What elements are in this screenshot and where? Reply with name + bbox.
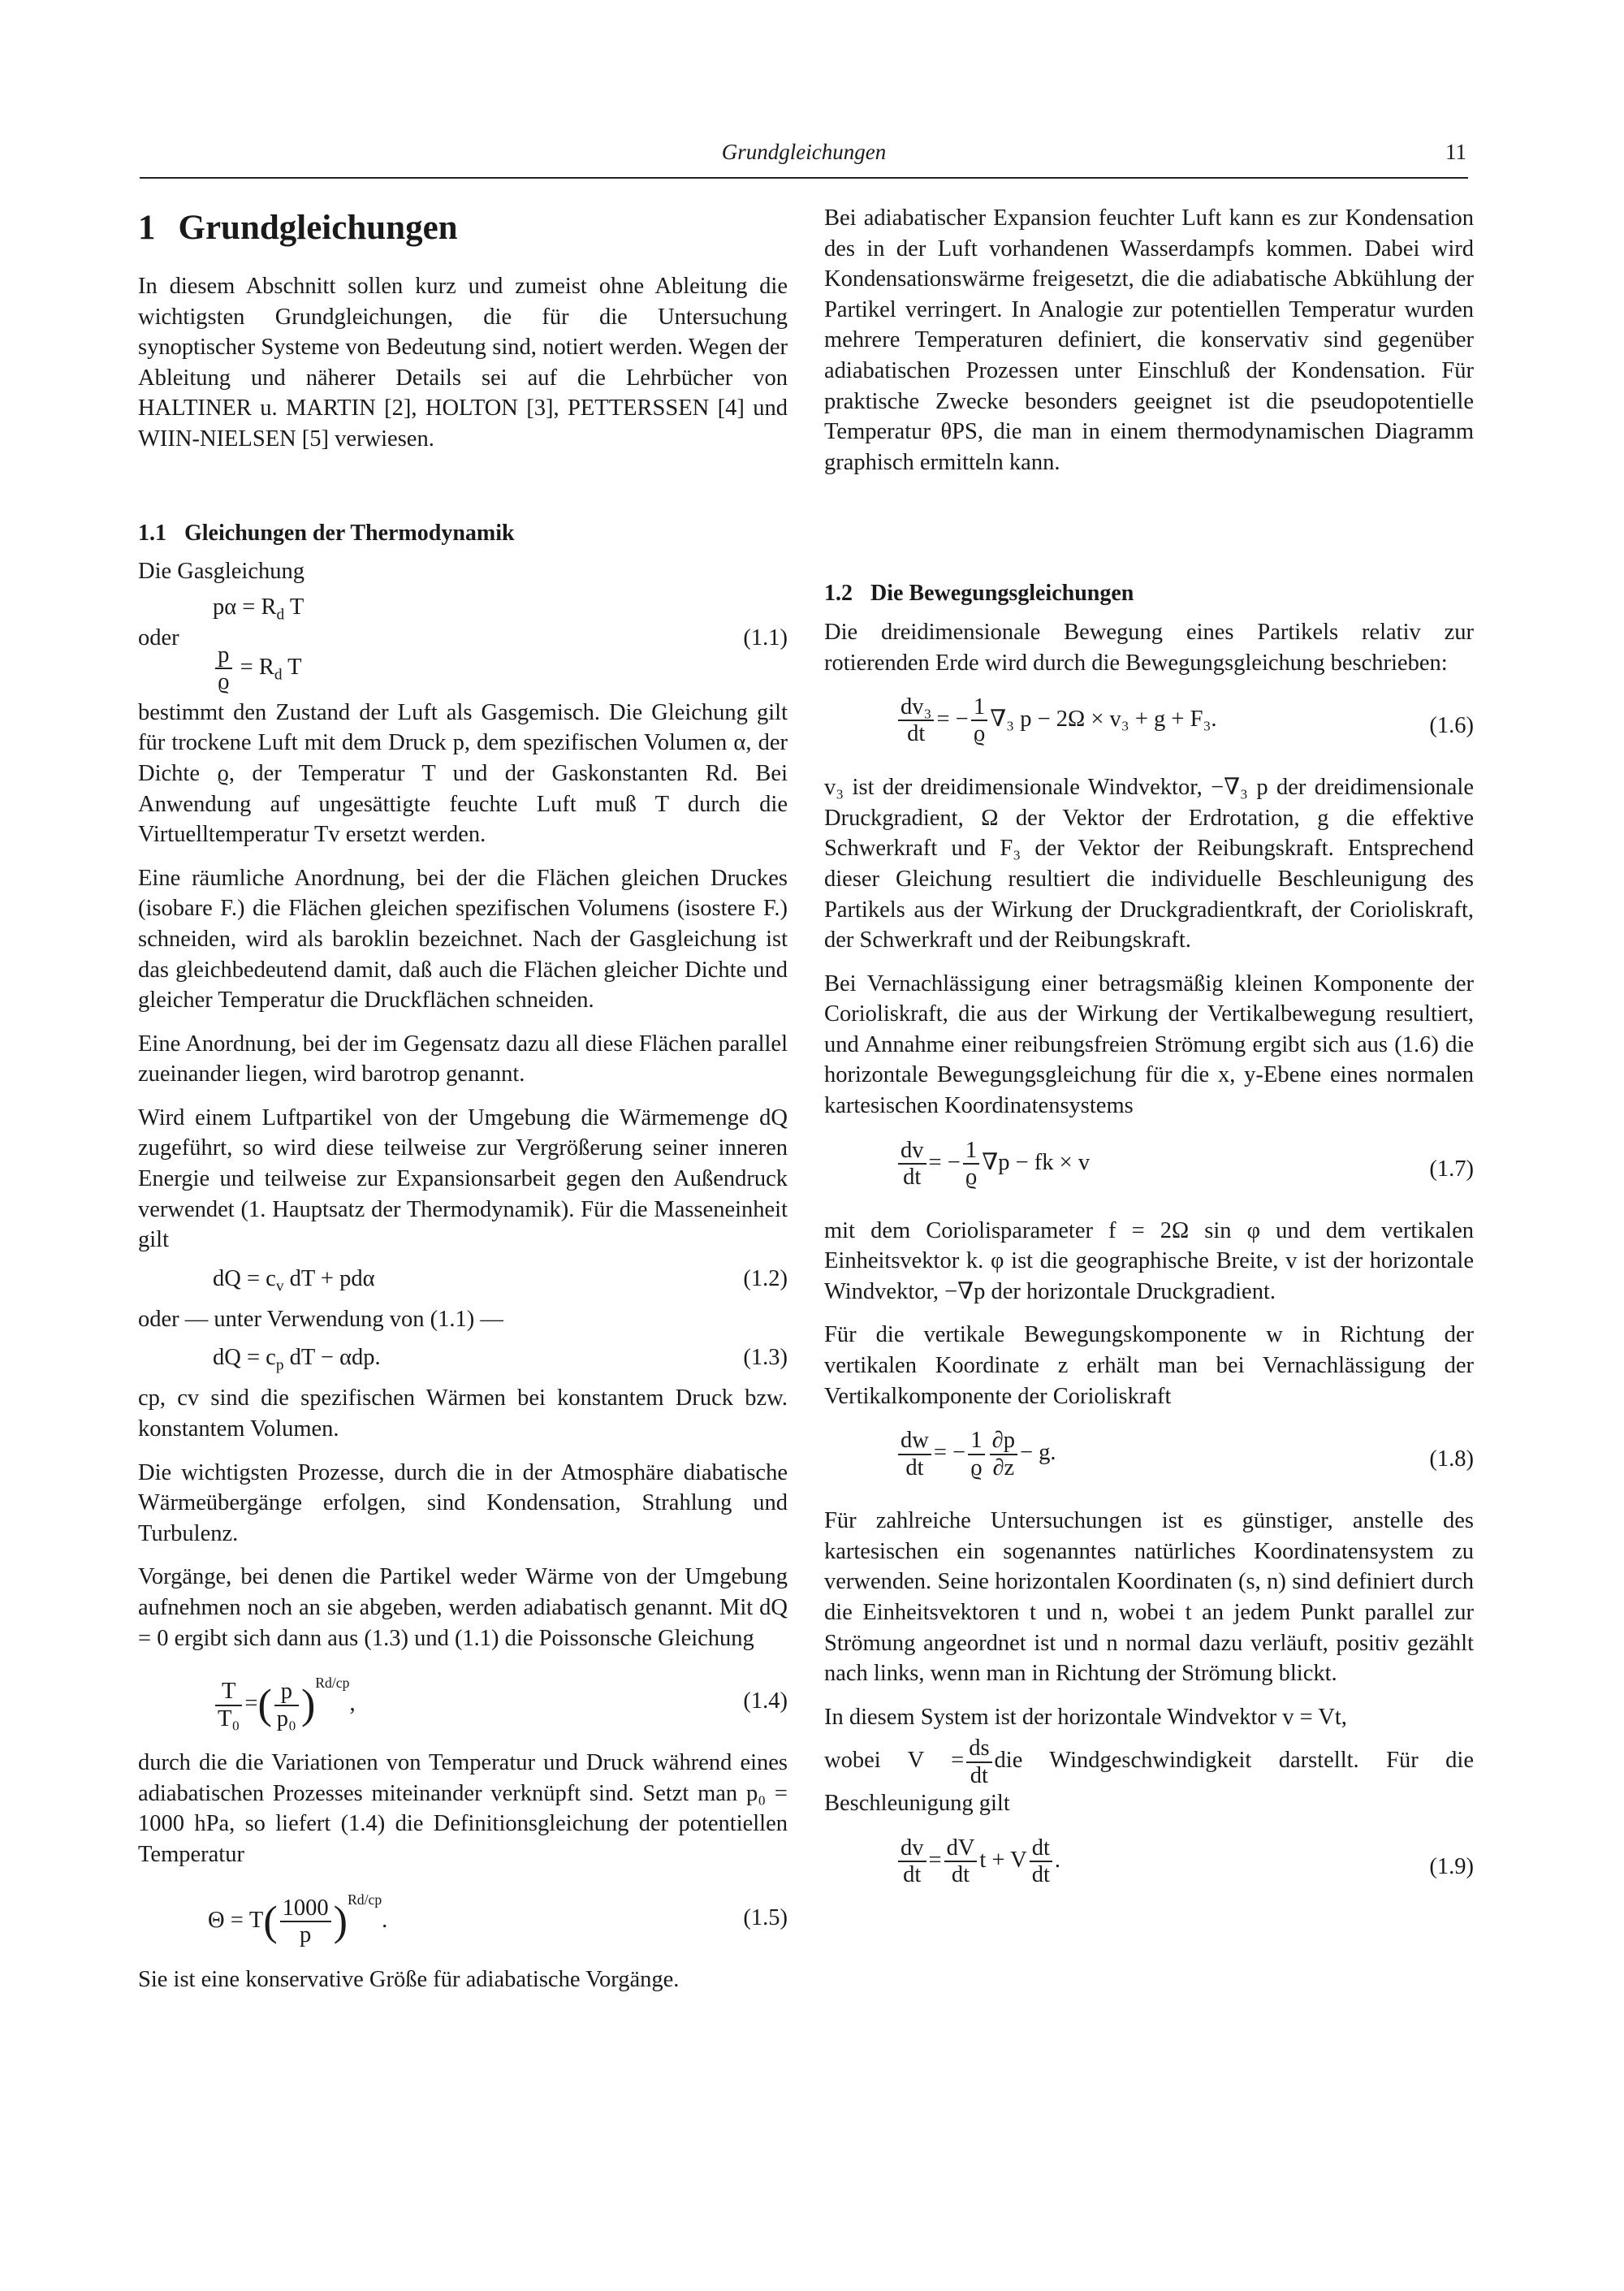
eq-1-3-sub: p: [275, 1357, 284, 1375]
vertical-motion-paragraph: Für die vertikale Bewegungskomponente w in Richtung der vertikalen Koordinate z erhält man bei Vernachlässigung der Vertikalkomponente der Corioliskraft: [824, 1322, 1474, 1409]
eq-1-9-label: (1.9): [1429, 1853, 1474, 1879]
eq-1-6-rhs: ∇₃ p − 2Ω × v₃ + g + F₃.: [990, 707, 1217, 733]
eq-1-9-a-num: dv: [898, 1835, 926, 1862]
eq-1-4-lhs-den: T₀: [218, 1705, 240, 1731]
eq-1-9-mid: t + V: [979, 1847, 1027, 1873]
adiabatic-paragraph: Vorgänge, bei denen die Partikel weder Wärme von der Umgebung aufnehmen noch an sie abgeben, werden adiabatisch genannt. Mit dQ = 0 ergibt sich dann aus (1.3) und (1.1) die Poissonsche Gleichung: [138, 1564, 788, 1651]
chapter-intro: In diesem Abschnitt sollen kurz und zumeist ohne Ableitung die wichtigsten Grundgleichungen, die für die Untersuchung synoptischer Systeme von Bedeutung sind, notiert werden. Wegen der Ableitung und näherer Details sei auf die Lehrbücher von HALTINER u. MARTIN [2], HOLTON [3], PETTERSSEN [4] und WIIN-NIELSEN [5] verwiesen.: [138, 274, 788, 452]
eq-1-7-rhs: ∇p − fk × v: [982, 1149, 1091, 1175]
eq-1-7-lhs: [898, 1138, 926, 1191]
eq-1-4-lhs: [215, 1679, 242, 1731]
conservative-quantity-paragraph: Sie ist eine konservative Größe für adiabatische Vorgänge.: [138, 1966, 680, 1992]
wind-speed-post: die Windgeschwindigkeit darstellt. Für die Beschleunigung gilt: [824, 1748, 1474, 1817]
eq-1-6-coef-num: 1: [971, 694, 988, 721]
wind-speed-num: ds: [966, 1736, 991, 1762]
eq-1-9-c-den: dt: [1031, 1862, 1050, 1887]
equation-1-1: [138, 592, 788, 695]
eq-1-7-lhs-den: dt: [903, 1165, 922, 1190]
natural-coordinates-paragraph: Für zahlreiche Untersuchungen ist es günstiger, anstelle des kartesischen ein sogenanntes natürliches Koordinatensystem zu verwenden. Seine horizontalen Koordinaten (s, n) sind definiert durch die Einheitsvektoren t und n, wobei t an jedem Punkt parallel zur Strömung angeordnet ist und n normal dazu verläuft, positiv gezählt nach links, wenn man in Richtung der Strömung blickt.: [824, 1508, 1474, 1687]
eq-1-8-partial-den: ∂z: [992, 1455, 1015, 1481]
eq-1-6-lhs-den: dt: [907, 721, 926, 747]
gas-equation-intro: Die Gasgleichung: [138, 559, 304, 585]
eq-1-4-lhs-num: T: [215, 1679, 242, 1705]
section-1-1-number: 1.1: [138, 520, 166, 546]
eq-1-5-lhs: Θ = T: [208, 1907, 264, 1933]
equation-1-4: $\frac{T}{\text{T₀}}$ =( $\frac{p}{\text{p₀}}$ )$^{Rd/cp}$, (1.4): [138, 1662, 788, 1740]
chapter-number: 1: [138, 209, 156, 247]
wind-speed-den: dt: [970, 1762, 988, 1788]
left-column: [138, 203, 788, 1995]
eq-1-3-label: (1.3): [743, 1345, 788, 1371]
barotropic-paragraph: Eine Anordnung, bei der im Gegensatz dazu all diese Flächen parallel zueinander liegen, wird barotrop genannt.: [138, 1031, 788, 1087]
eq-1-1-line1-sub: d: [276, 606, 285, 624]
eq-1-1-den: ϱ: [218, 669, 230, 695]
eq-1-9-a: [898, 1835, 926, 1888]
eq-1-7-coef: [963, 1138, 980, 1191]
eq-1-8-coef: [968, 1428, 985, 1481]
eq-1-5-fraction: [280, 1895, 331, 1948]
baroclinic-paragraph: Eine räumliche Anordnung, bei der die Flächen gleichen Druckes (isobare F.) die Flächen gleichen spezifischen Volumens (isostere F.) schneiden, wird als baroklin bezeichnet. Nach der Gasgleichung ist das gleichbedeutend damit, daß auch die Flächen gleicher Dichte und gleicher Temperatur die Druckflächen schneiden.: [138, 865, 788, 1014]
equation-1-5: Θ = T( $\frac{1000}{p}$ )$^{Rd/cp}$. (1.5): [208, 1891, 788, 1948]
eq-1-4-rhs-num: p: [274, 1679, 299, 1705]
eq-1-8-lhs-num: dw: [898, 1428, 931, 1455]
section-1-1-title-text: Gleichungen der Thermodynamik: [184, 520, 515, 546]
eq-1-4-label: (1.4): [743, 1688, 788, 1714]
eq-1-2-label: (1.2): [743, 1265, 788, 1291]
eq-1-6-lhs-num: dv₃: [898, 694, 934, 721]
equation-1-7: $\frac{dv}{dt}$ = − $\frac{1}{ϱ}$ ∇p − fk × v (1.7): [824, 1130, 1474, 1208]
horizontal-motion-paragraph: Bei Vernachlässigung einer betragsmäßig kleinen Komponente der Corioliskraft, die aus der Wirkung der Vertikalbewegung resultiert, und Annahme einer reibungsfreien Strömung ergibt sich aus (1.6) die horizontale Bewegungsgleichung für die x, y-Ebene eines normalen kartesischen Koordinatensystems: [824, 970, 1474, 1119]
eq-1-1-line1: pα = R: [213, 594, 277, 620]
eq-1-8-coef-den: ϱ: [970, 1455, 983, 1481]
eq-1-3-text: dQ = c: [213, 1345, 276, 1371]
eq-1-5-label: (1.5): [743, 1904, 788, 1930]
eq-1-9-c-num: dt: [1030, 1835, 1052, 1862]
eq-1-9-b: [944, 1835, 978, 1888]
pseudopotential-paragraph: Bei adiabatischer Expansion feuchter Luft kann es zur Kondensation des in der Luft vorhandenen Wasserdampfs kommen. Dabei wird Kondensationswärme freigesetzt, die die adiabatische Abkühlung der Partikel verringert. In Analogie zur potentiellen Temperatur wurden mehrere Temperaturen definiert, die konservativ sind gegenüber adiabatischen Prozessen unter Einschluß der Kondensation. Für praktische Zwecke besonders geeignet ist die pseudopotentielle Temperatur θPS, die man in einem thermodynamischen Diagramm graphisch ermitteln kann.: [824, 205, 1474, 475]
eq-1-8-label: (1.8): [1429, 1446, 1474, 1472]
eq-1-5-num: 1000: [280, 1895, 331, 1922]
diabatic-processes-paragraph: Die wichtigsten Prozesse, durch die in der Atmosphäre diabatische Wärmeübergänge erfolgen, sind Kondensation, Strahlung und Turbulenz.: [138, 1459, 788, 1546]
eq-1-8-tail: − g.: [1019, 1440, 1056, 1466]
section-1-1-title: [138, 518, 788, 549]
motion-terms-paragraph: v₃ ist der dreidimensionale Windvektor, −∇₃ p der dreidimensionale Druckgradient, Ω der Vektor der Erdrotation, g die effektive Schwerkraft und F₃ der Vektor der Reibungskraft. Entsprechend dieser Gleichung resultiert die individuelle Beschleunigung des Partikels aus der Wirkung der Druckgradientkraft, der Corioliskraft, der Schwerkraft und der Reibungskraft.: [824, 775, 1474, 953]
equation-1-3: [138, 1342, 788, 1375]
eq-1-1-oder: oder: [138, 625, 179, 651]
section-1-2-title-text: Die Bewegungsgleichungen: [870, 581, 1134, 607]
eq-1-1-num: p: [215, 642, 232, 669]
eq-1-6-label: (1.6): [1429, 713, 1474, 739]
eq-1-8-lhs: [898, 1428, 931, 1481]
wind-speed-fraction: [966, 1736, 991, 1788]
eq-1-5-den: p: [300, 1922, 312, 1948]
eq-1-3-end: dT − αdp.: [283, 1345, 381, 1371]
page-number: 11: [1445, 140, 1466, 164]
potential-temperature-paragraph: durch die die Variationen von Temperatur und Druck während eines adiabatischen Prozesses miteinander verknüpft sind. Setzt man p₀ = 1000 hPa, so liefert (1.4) die Definitionsgleichung der potentiellen Temperatur: [138, 1750, 788, 1867]
eq-1-1-line1-end: T: [284, 594, 304, 620]
eq-1-6-coef-den: ϱ: [973, 721, 986, 747]
eq-1-6-lhs: [898, 694, 934, 747]
eq-1-1-line2-end: T: [282, 654, 302, 680]
wind-vector-paragraph: In diesem System ist der horizontale Windvektor v = Vt,: [824, 1704, 1347, 1730]
equation-1-2: [138, 1264, 788, 1296]
chapter-title-text: Grundgleichungen: [178, 209, 458, 247]
eq-1-7-lhs-num: dv: [898, 1138, 926, 1165]
eq-1-8-partial: [990, 1428, 1017, 1481]
eq-1-8-partial-num: ∂p: [990, 1428, 1017, 1455]
motion-equation-intro: Die dreidimensionale Bewegung eines Partikels relativ zur rotierenden Erde wird durch die Bewegungsgleichung beschrieben:: [824, 619, 1474, 676]
eq-1-1-line2: = R: [234, 654, 274, 680]
equation-1-9: $\frac{dv}{dt}$ = $\frac{dV}{dt}$ t + V $\frac{dt}{dt}$ . (1.9): [824, 1827, 1474, 1905]
eq-1-8-coef-num: 1: [968, 1428, 985, 1455]
running-head-title: Grundgleichungen: [721, 140, 887, 164]
running-head: [140, 136, 1468, 179]
equation-1-6: $\frac{\text{dv₃}}{dt}$ = − $\frac{1}{ϱ}$ ∇₃ p − 2Ω × v₃ + g + F₃. (1.6): [824, 686, 1474, 764]
eq-1-6-coef: [971, 694, 988, 747]
eq-1-9-b-den: dt: [951, 1862, 970, 1887]
eq-1-7-coef-num: 1: [963, 1138, 980, 1165]
specific-heats-paragraph: cp, cv sind die spezifischen Wärmen bei konstantem Druck bzw. konstantem Volumen.: [138, 1385, 788, 1442]
eq-1-9-c: [1030, 1835, 1052, 1888]
eq-1-2-to-1-3-text: oder — unter Verwendung von (1.1) —: [138, 1306, 503, 1332]
eq-1-4-rhs: [274, 1679, 299, 1731]
eq-1-2-text: dQ = c: [213, 1265, 276, 1291]
equation-1-8: $\frac{dw}{dt}$ = − $\frac{1}{ϱ}$ $\frac{\partial p}{\partial z}$ − g. (1.8): [824, 1420, 1474, 1498]
eq-1-9-tail: .: [1054, 1847, 1061, 1873]
eq-1-9-b-num: dV: [944, 1835, 978, 1862]
eq-1-4-exponent: Rd/cp: [315, 1675, 350, 1692]
eq-1-1-label: (1.1): [743, 625, 788, 651]
wind-speed-paragraph: [824, 1736, 1474, 1818]
coriolis-parameter-paragraph: mit dem Coriolisparameter f = 2Ω sin φ und dem vertikalen Einheitsvektor k. φ ist die geographische Breite, v ist der horizontale Windvektor, −∇p der horizontale Druckgradient.: [824, 1217, 1474, 1304]
wind-speed-pre: wobei V =: [824, 1748, 965, 1774]
section-1-2-title: [824, 578, 1474, 609]
eq-1-2-sub: v: [275, 1277, 284, 1295]
eq-1-8-lhs-den: dt: [905, 1455, 924, 1481]
eq-1-1-line2-sub: d: [274, 666, 283, 684]
chapter-title: [138, 208, 788, 249]
section-1-2-number: 1.2: [824, 581, 853, 607]
eq-1-4-tail: ,: [349, 1691, 356, 1717]
eq-1-2-end: dT + pdα: [283, 1265, 375, 1291]
eq-1-5-exponent: Rd/cp: [347, 1891, 382, 1908]
eq-1-7-coef-den: ϱ: [965, 1165, 978, 1190]
right-column: [824, 203, 1474, 1913]
first-law-paragraph: Wird einem Luftpartikel von der Umgebung die Wärmemenge dQ zugeführt, so wird diese teilweise zur Vergrößerung seiner inneren Energie und teilweise zur Expansionsarbeit gegen den Außendruck verwendet (1. Hauptsatz der Thermodynamik). Für die Masseneinheit gilt: [138, 1104, 788, 1253]
eq-1-9-a-den: dt: [903, 1862, 922, 1887]
eq-1-1-fraction: [215, 642, 232, 695]
eq-1-5-tail: .: [382, 1907, 388, 1933]
eq-1-4-rhs-den: p₀: [276, 1705, 296, 1731]
eq-1-7-label: (1.7): [1429, 1156, 1474, 1182]
gas-equation-explanation: bestimmt den Zustand der Luft als Gasgemisch. Die Gleichung gilt für trockene Luft mit dem Druck p, dem spezifischen Volumen α, der Dichte ϱ, der Temperatur T und der Gaskonstanten Rd. Bei Anwendung auf ungesättigte feuchte Luft muß T durch die Virtuelltemperatur Tv ersetzt werden.: [138, 699, 788, 848]
